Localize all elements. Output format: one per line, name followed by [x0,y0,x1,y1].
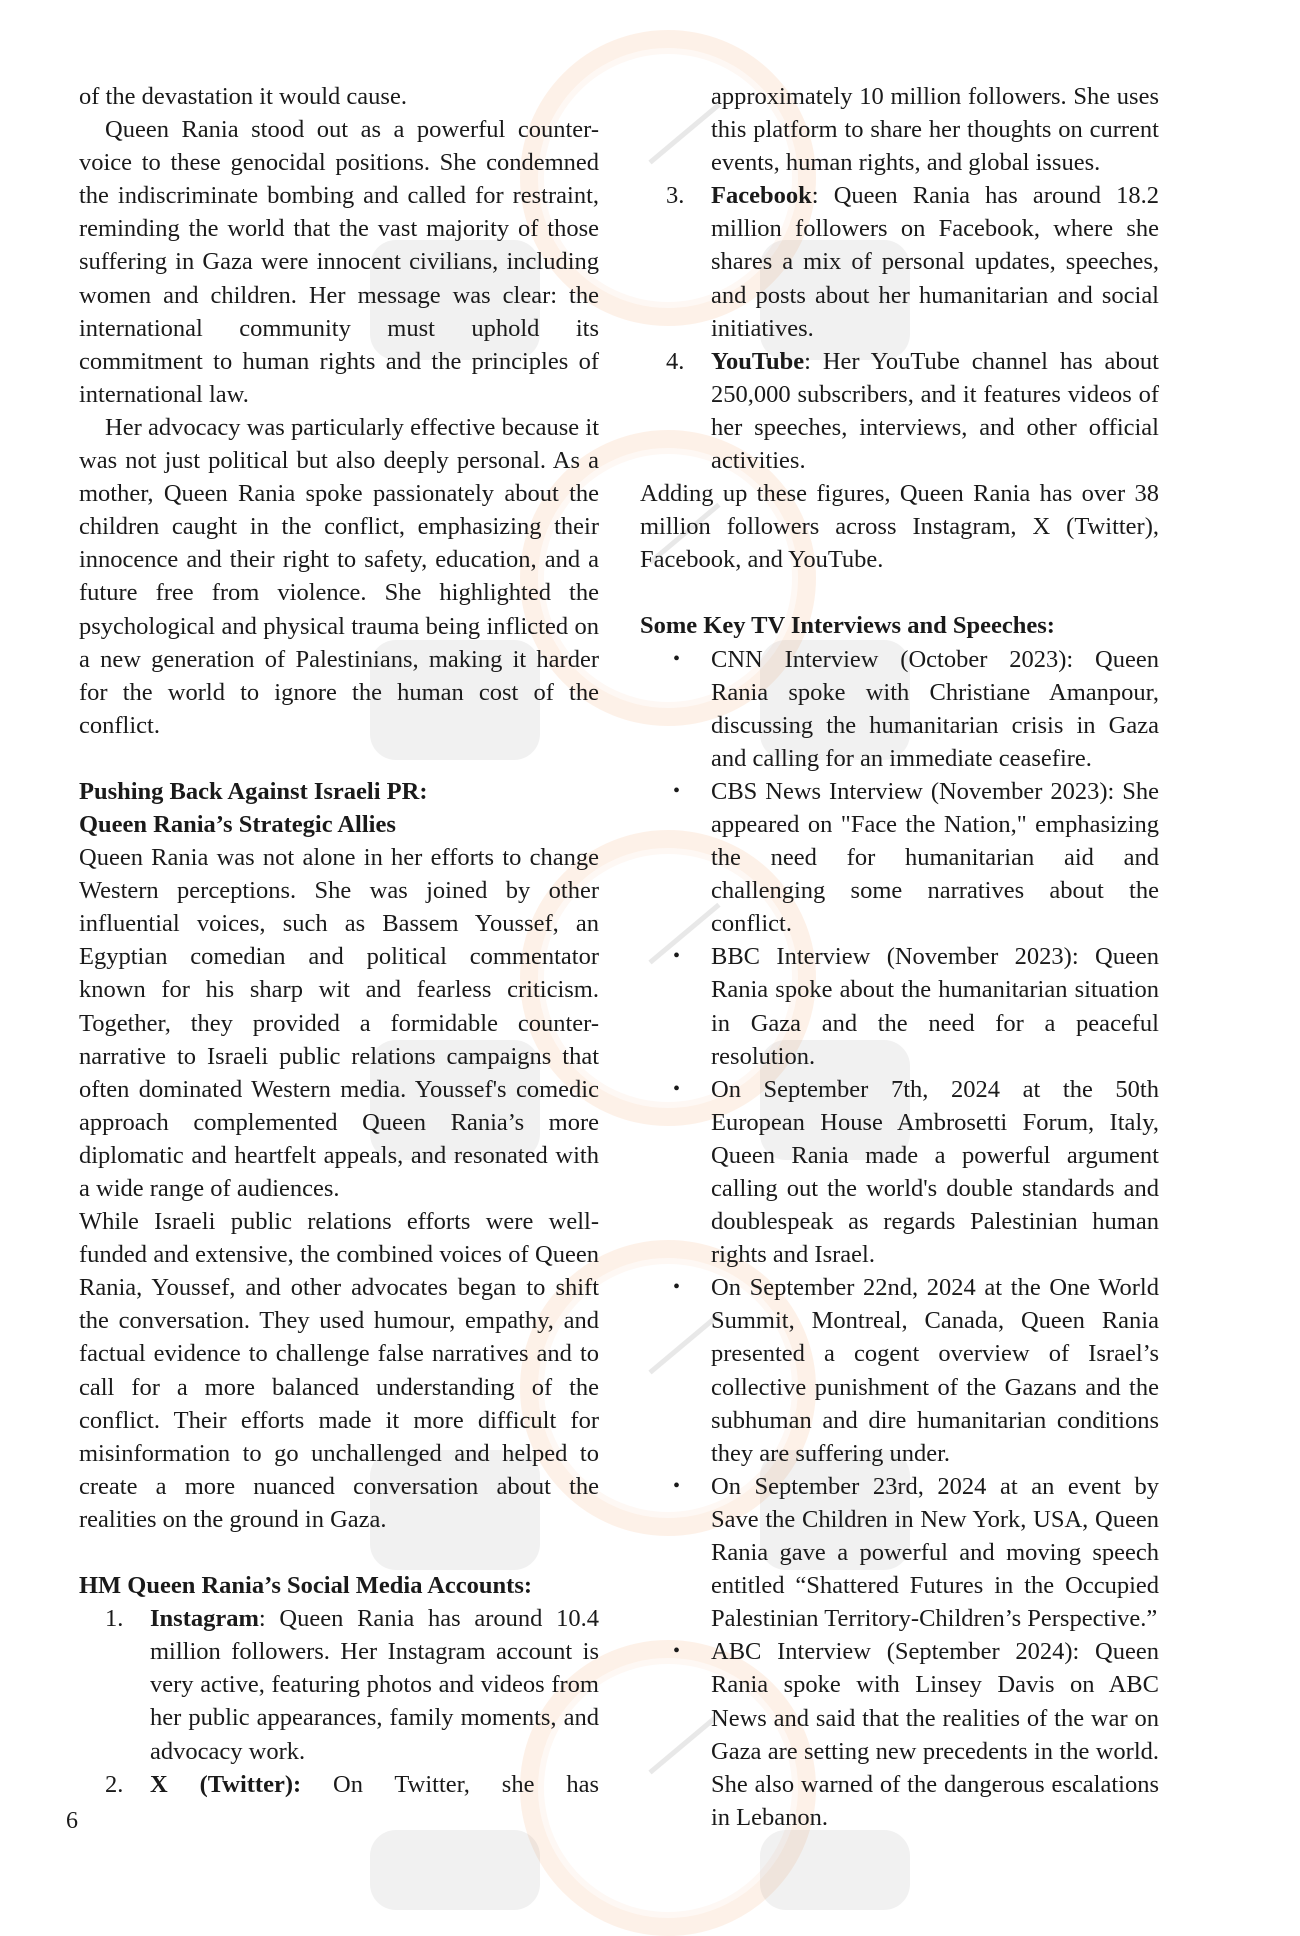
bullet-icon: • [673,1077,681,1100]
list-item-text: On September 22nd, 2024 at the One World Summit, Montreal, Canada, Queen Rania presented a cogent overview of Israel’s collective punishment of the Gazans and the subhuman and dire humanitarian conditions they are suffering under. [711,1274,1159,1467]
paragraph-counter-voice: Queen Rania stood out as a powerful counter-voice to these genocidal positions. She condemned the indiscriminate bombing and called for restraint, reminding the world that the vast majority of those suffering in Gaza were innocent civilians, including women and children. Her message was clear: the international community must uphold its commitment to human rights and the principles of international law. [79,116,599,408]
bullet-icon: • [673,1640,681,1663]
list-item-text: BBC Interview (November 2023): Queen Rania spoke about the humanitarian situation in Gaza and the need for a peaceful resolution. [711,943,1159,1070]
watermark-logo-shape [370,1830,540,1910]
list-number: 1. [105,1605,124,1633]
paragraph-pr-efforts: While Israeli public relations efforts were well-funded and extensive, the combined voices of Queen Rania, Youssef, and other advocates began to shift the conversation. They used humour, empathy, and factual evidence to challenge false narratives and to call for a more balanced understanding of the conflict. Their efforts made it more difficult for misinformation to go unchallenged and helped to create a more nuanced conversation about the realities on the ground in Gaza. [79,1208,599,1533]
bullet-icon: • [673,647,681,670]
left-column [79,80,599,1801]
bullet-icon: • [673,779,681,802]
spacer [79,1536,599,1569]
watermark-logo-shape [760,1830,910,1910]
bullet-icon: • [673,1276,681,1299]
page-number: 6 [66,1808,78,1834]
platform-description: On Twitter, she has [301,1770,599,1798]
list-item-text: On September 7th, 2024 at the 50th European House Ambrosetti Forum, Italy, Queen Rania made a powerful argument calling out the world's double standards and doublespeak as regards Palestinian human rights and Israel. [711,1075,1159,1269]
list-item [640,940,1159,1072]
bullet-icon: • [673,1474,681,1497]
list-item [79,1602,599,1767]
platform-name: YouTube [711,347,805,375]
paragraph-allies: Queen Rania was not alone in her efforts to change Western perceptions. She was joined by other influential voices, such as Bassem Youssef, an Egyptian comedian and political commentator known for his sharp wit and fearless criticism. Together, they provided a formidable counter-narrative to Israeli public relations campaigns that often dominated Western media. Youssef's comedic approach complemented Queen Rania’s more diplomatic and heartfelt appeals, and resonated with a wide range of audiences. [79,844,599,1202]
paragraph-follower-total: Adding up these figures, Queen Rania has over 38 million followers across Instagram, X (Twitter), Facebook, and YouTube. [640,480,1159,574]
paragraph-advocacy: Her advocacy was particularly effective because it was not just political but also deeply personal. As a mother, Queen Rania spoke passionately about the children caught in the conflict, emphasizing their innocence and their right to safety, education, and a future free from violence. She highlighted the psychological and physical trauma being inflicted on a new generation of Palestinians, making it harder for the world to ignore the human cost of the conflict. [79,413,599,739]
list-item-text: CBS News Interview (November 2023): She appeared on "Face the Nation," emphasizing the need for humanitarian aid and challenging some narratives about the conflict. [711,777,1159,938]
list-item [640,1635,1159,1834]
platform-name: Facebook [711,182,812,210]
section-heading-allies-line1: Pushing Back Against Israeli PR: [79,777,428,805]
spacer [640,576,1159,609]
platform-description: : Her YouTube channel has about 250,000 subscribers, and it features videos of her speeches, interviews, and other official activities. [711,347,1159,475]
list-item [79,1768,599,1801]
platform-name: Instagram [150,1605,259,1633]
list-number: 3. [666,182,685,210]
list-number: 2. [105,1770,124,1798]
social-media-list-continued [640,179,1159,477]
list-item [640,1073,1159,1272]
section-heading-allies-line2: Queen Rania’s Strategic Allies [79,810,396,838]
section-heading-social-media: HM Queen Rania’s Social Media Accounts: [79,1572,533,1600]
bullet-icon: • [673,945,681,968]
list-item-text: CNN Interview (October 2023): Queen Rania spoke with Christiane Amanpour, discussing the humanitarian crisis in Gaza and calling for an immediate ceasefire. [711,645,1159,772]
platform-description: : Queen Rania has around 18.2 million followers on Facebook, where she shares a mix of personal updates, speeches, and posts about her humanitarian and social initiatives. [711,182,1159,342]
list-item [640,1271,1159,1470]
spacer [79,742,599,775]
right-column [640,80,1159,1834]
list-item [640,1470,1159,1635]
paragraph-twitter-continued: approximately 10 million followers. She uses this platform to share her thoughts on current events, human rights, and global issues. [711,83,1159,177]
list-item-text: ABC Interview (September 2024): Queen Rania spoke with Linsey Davis on ABC News and said that the realities of the war on Gaza are setting new precedents in the world. She also warned of the dangerous escalations in Lebanon. [711,1638,1159,1831]
social-media-list [79,1602,599,1801]
tv-interviews-list [640,643,1159,1834]
platform-description: : Queen Rania has around 10.4 million followers. Her Instagram account is very active, featuring photos and videos from her public appearances, family moments, and advocacy work. [150,1605,599,1765]
platform-name: X (Twitter): [150,1770,302,1798]
list-item [640,643,1159,775]
list-item-text: On September 23rd, 2024 at an event by Save the Children in New York, USA, Queen Rania gave a powerful and moving speech entitled “Shattered Futures in the Occupied Palestinian Territory-Children’s Perspective.” [711,1472,1159,1633]
paragraph-intro: of the devastation it would cause. [79,83,407,110]
list-item [640,345,1159,477]
list-item [640,775,1159,940]
section-heading-tv-interviews: Some Key TV Interviews and Speeches: [640,612,1055,640]
list-item [640,179,1159,344]
list-number: 4. [666,347,685,375]
